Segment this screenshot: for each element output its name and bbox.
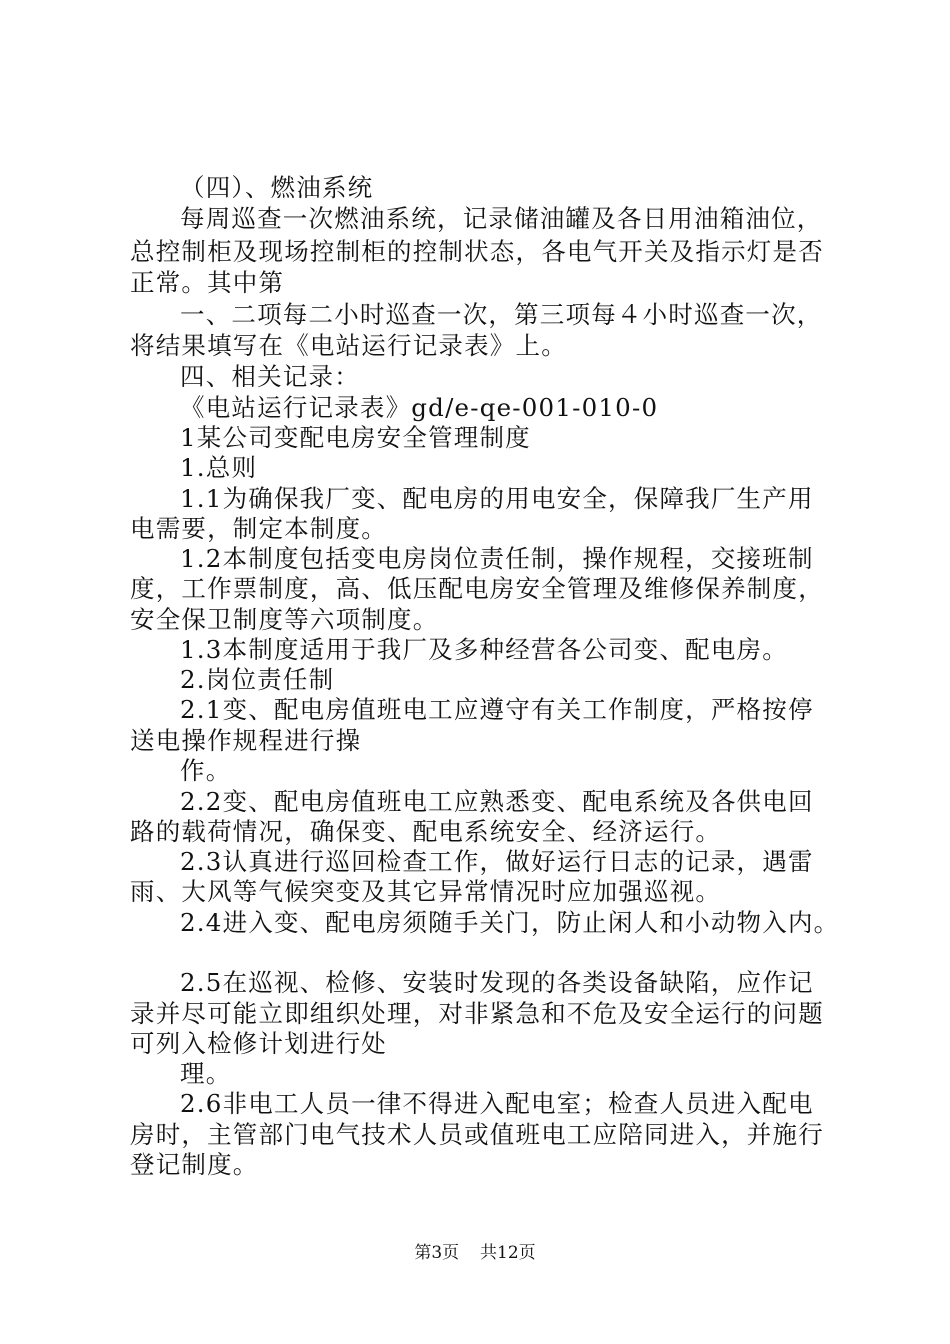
text-line: 电需要，制定本制度。 (130, 514, 387, 543)
text-line: 1.1为确保我厂变、配电房的用电安全，保障我厂生产用 (180, 484, 814, 513)
text-line: 理。 (180, 1059, 232, 1088)
text-line: 作。 (180, 756, 232, 785)
text-line: 房时，主管部门电气技术人员或值班电工应陪同进入，并施行 (130, 1120, 824, 1149)
text-line: 可列入检修计划进行处 (130, 1029, 387, 1058)
text-line: 安全保卫制度等六项制度。 (130, 605, 439, 634)
text-line: 一、二项每二小时巡查一次，第三项每４小时巡查一次， (180, 300, 823, 329)
text-line: 2.5在巡视、检修、安装时发现的各类设备缺陷，应作记 (180, 968, 814, 997)
text-line: 录并尽可能立即组织处理，对非紧急和不危及安全运行的问题 (130, 999, 824, 1028)
text-line: 每周巡查一次燃油系统，记录储油罐及各日用油箱油位， (180, 204, 823, 233)
text-line: 1.3本制度适用于我厂及多种经营各公司变、配电房。 (180, 635, 788, 664)
text-line: 1.2本制度包括变电房岗位责任制，操作规程，交接班制 (180, 544, 814, 573)
text-line: 送电操作规程进行操 (130, 726, 362, 755)
text-line: 度，工作票制度，高、低压配电房安全管理及维修保养制度， (130, 574, 824, 603)
page-total: 共12页 (480, 1243, 536, 1263)
text-line: 雨、大风等气候突变及其它异常情况时应加强巡视。 (130, 877, 722, 906)
section-heading-fuel-system: （四）、燃油系统 (180, 173, 374, 202)
text-line: 2.1变、配电房值班电工应遵守有关工作制度，严格按停 (180, 695, 814, 724)
document-title: 1某公司变配电房安全管理制度 (180, 423, 531, 452)
text-line: 将结果填写在《电站运行记录表》上。 (130, 331, 567, 360)
text-line: 登记制度。 (130, 1150, 259, 1179)
text-line: 正常。其中第 (130, 268, 285, 297)
record-form-name: 《电站运行记录表》gd/e-qe-001-010-0 (180, 393, 659, 422)
page-footer (0, 1242, 950, 1264)
page-number: 第3页 (414, 1243, 460, 1263)
section-heading-records: 四、相关记录： (180, 362, 360, 391)
text-line: 总控制柜及现场控制柜的控制状态，各电气开关及指示灯是否 (130, 237, 824, 266)
text-line: 2.2变、配电房值班电工应熟悉变、配电系统及各供电回 (180, 787, 814, 816)
text-line: 2.4进入变、配电房须随手关门，防止闲人和小动物入内。 (180, 908, 840, 937)
text-line: 2.3认真进行巡回检查工作，做好运行日志的记录，遇雷 (180, 847, 814, 876)
section-heading-responsibility: 2.岗位责任制 (180, 665, 335, 694)
section-heading-general: 1.总则 (180, 453, 258, 482)
text-line: 路的载荷情况，确保变、配电系统安全、经济运行。 (130, 817, 722, 846)
text-line: 2.6非电工人员一律不得进入配电室；检查人员进入配电 (180, 1089, 814, 1118)
